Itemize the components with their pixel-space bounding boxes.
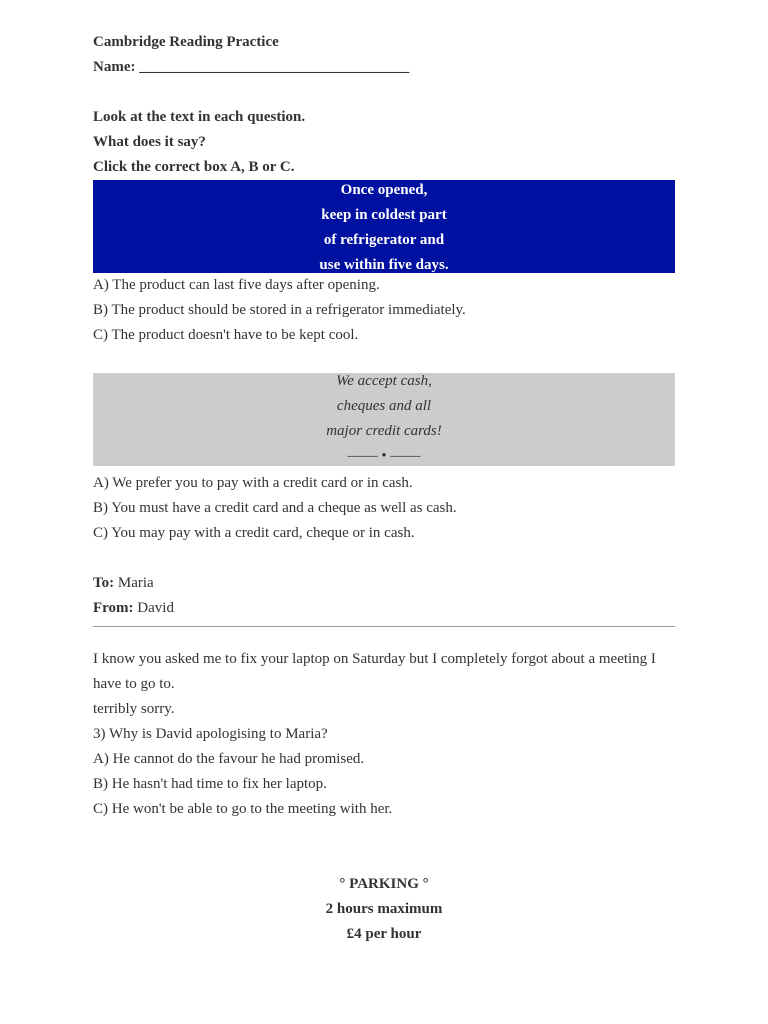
question-text: 3) Why is David apologising to Maria? [93,726,328,742]
q2-option-a[interactable]: A) We prefer you to pay with a credit card or in cash. [93,475,413,491]
q3-option-b[interactable]: B) He hasn't had time to fix her laptop. [93,776,327,792]
notice-line: of refrigerator and [323,232,445,248]
spacer [93,546,675,571]
notice-line: cheques and all [336,398,432,414]
notice-parking [93,872,675,947]
q1-option-c[interactable]: C) The product doesn't have to be kept cool. [93,327,359,343]
notice-line: 2 hours maximum [325,901,443,917]
q2-option-c[interactable]: C) You may pay with a credit card, cheque or in cash. [93,525,415,541]
worksheet-title: Cambridge Reading Practice [93,34,279,50]
notice-line: major credit cards! [326,423,442,439]
name-field-label[interactable]: Name: ____________________________________ [93,59,410,75]
notice-line: £4 per hour [346,926,422,942]
notice-refrigerator [93,180,675,273]
email-to [93,571,675,596]
spacer [93,80,675,105]
instruction-line: Look at the text in each question. [93,109,306,125]
from-value: David [137,600,174,616]
notice-line: ° PARKING ° [339,876,429,892]
notice-payment [93,373,675,466]
notice-line: Once opened, [340,182,428,198]
from-label: From: [93,600,134,616]
message-line: terribly sorry. [93,701,175,717]
notice-line: use within five days. [319,257,449,273]
to-value: Maria [117,575,154,591]
q3-option-a[interactable]: A) He cannot do the favour he had promised. [93,751,365,767]
instruction-line: Click the correct box A, B or C. [93,159,295,175]
to-label: To: [93,575,115,591]
q1-option-a[interactable]: A) The product can last five days after opening. [93,277,380,293]
message-line: have to go to. [93,676,175,692]
email-from [93,596,675,621]
q2-option-b[interactable]: B) You must have a credit card and a cheque as well as cash. [93,500,457,516]
worksheet [93,30,675,947]
notice-line: We accept cash, [336,373,432,389]
spacer [93,627,675,647]
spacer [93,348,675,373]
notice-line: keep in coldest part [321,207,447,223]
notice-line: —— • —— [347,448,421,464]
q1-option-b[interactable]: B) The product should be stored in a refrigerator immediately. [93,302,466,318]
instruction-line: What does it say? [93,134,206,150]
spacer [93,822,675,872]
message-line: I know you asked me to fix your laptop on Saturday but I completely forgot about a meeting I [93,651,656,667]
q3-option-c[interactable]: C) He won't be able to go to the meeting with her. [93,801,393,817]
